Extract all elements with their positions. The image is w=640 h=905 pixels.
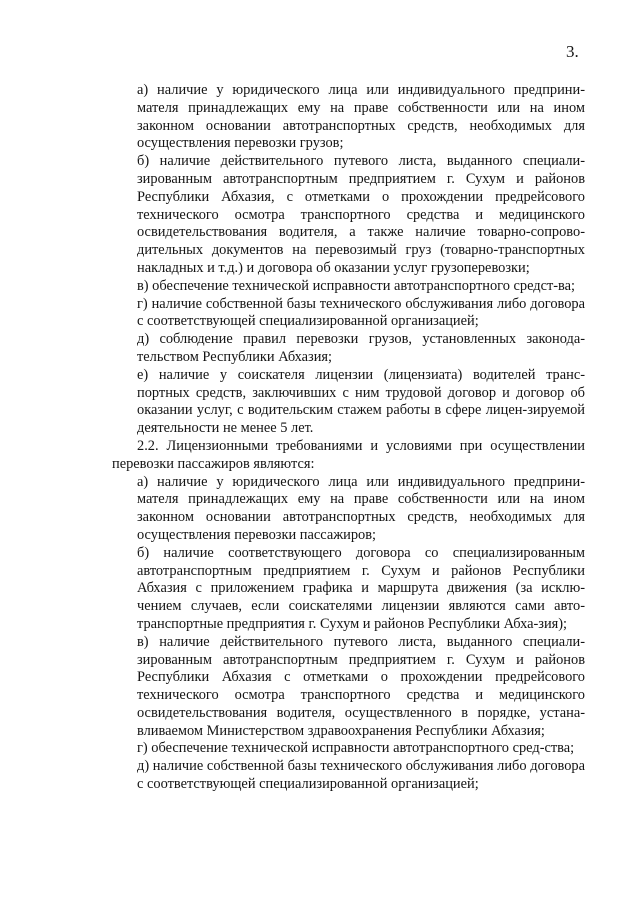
paragraph-1a: а) наличие у юридического лица или индивидуального предприни-мателя принадлежащих ему на праве собственности или на ином законном основании автотранспортных средств, необходимых для осуществления перевозки грузов; xyxy=(137,82,585,152)
paragraph-1e: д) соблюдение правил перевозки грузов, установленных законода-тельством Республики Абхазия; xyxy=(137,331,585,365)
paragraph-1f: е) наличие у соискателя лицензии (лицензиата) водителей транс-портных средств, заключивших с ним трудовой договор и договор об оказании услуг, с водительским стажем работы в сфере лицен-зируемой деятельности не менее 5 лет. xyxy=(137,366,585,437)
document-body xyxy=(112,82,585,794)
page-number: 3. xyxy=(566,42,579,61)
paragraph-1d: г) наличие собственной базы технического обслуживания либо договора с соответствующей специализированной организацией; xyxy=(137,295,585,330)
paragraph-1c: в) обеспечение технической исправности автотранспортного средст-ва; xyxy=(137,277,576,294)
paragraph-2d: г) обеспечение технической исправности автотранспортного сред-ства; xyxy=(137,740,575,757)
paragraph-1b: б) наличие действительного путевого листа, выданного специали-зированным автотранспортным предприятием г. Сухум и районов Республики Абхазия, с отметками о прохождении предрейсового технического осмотра транспортного средства и медицинского освидетельствования водителя, а также наличие товарно-сопрово-дительных документов на перевозимый груз (товарно-транспортных накладных и т.д.) и договора об оказании услуг грузоперевозки; xyxy=(137,153,585,276)
paragraph-2e: д) наличие собственной базы технического обслуживания либо договора с соответствующей специализированной организацией; xyxy=(137,758,585,793)
paragraph-2b: б) наличие соответствующего договора со специализированным автотранспортным предприятием г. Сухум и районов Республики Абхазия с приложением графика и маршрута движения (за исклю-чением случаев, если соискателями лицензии являются сами авто-транспортные предприятия г. Сухум и районов Республики Абха-зия); xyxy=(137,544,585,632)
section-2-2-heading: 2.2. Лицензионными требованиями и условиями при осуществлении перевозки пассажиров являются: xyxy=(112,437,585,472)
paragraph-2a: а) наличие у юридического лица или индивидуального предприни-мателя принадлежащих ему на праве собственности или на ином законном основании автотранспортных средств, необходимых для осуществления перевозки пассажиров; xyxy=(137,473,585,543)
paragraph-2c: в) наличие действительного путевого листа, выданного специали-зированным автотранспортным предприятием г. Сухум и районов Республики Абхазия с отметками о прохождении предрейсового технического осмотра транспортного средства и медицинского освидетельствования водителя, осуществленного в порядке, устана-вливаемом Министерством здравоохранения Республики Абхазия; xyxy=(137,633,585,739)
